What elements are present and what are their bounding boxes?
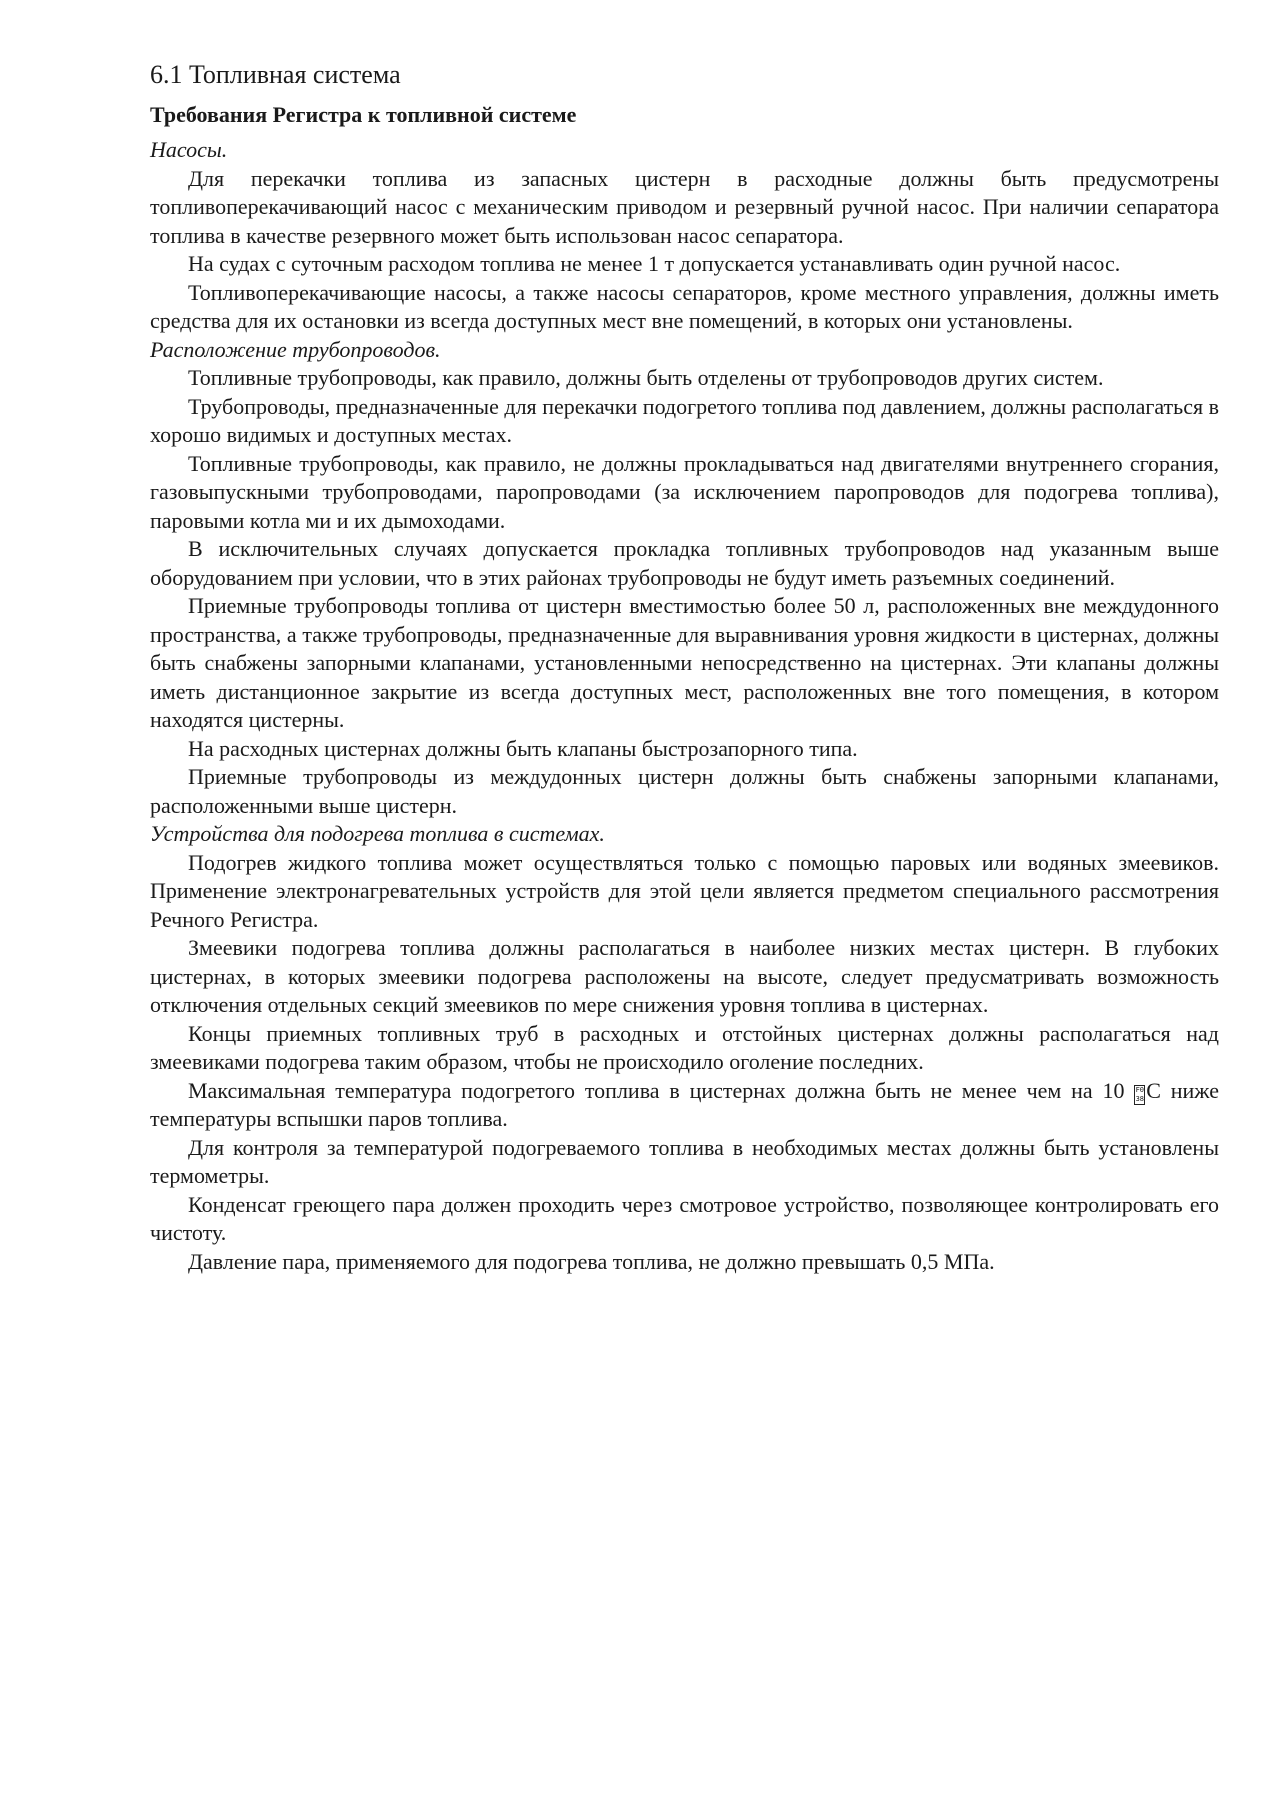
paragraph: Топливные трубопроводы, как правило, не должны прокладываться над двигателями внутреннего сгорания, газовыпускными трубопроводами, паропроводами (за исключением паропроводов для подогрева топлива), паровыми котла ми и их дымоходами. bbox=[150, 450, 1219, 533]
paragraph: На судах с суточным расходом топлива не менее 1 т допускается устанавливать один ручной насос. bbox=[188, 251, 1121, 276]
paragraph: Приемные трубопроводы из междудонных цистерн должны быть снабжены запорными клапанами, расположенными выше цистерн. bbox=[150, 764, 1219, 818]
temperature-text-after: С ниже температуры вспышки паров топлива. bbox=[150, 1077, 1219, 1131]
page-subtitle: Требования Регистра к топливной системе bbox=[150, 102, 577, 127]
paragraph: Топливные трубопроводы, как правило, должны быть отделены от трубопроводов других систем. bbox=[188, 365, 1104, 390]
paragraph: Трубопроводы, предназначенные для перекачки подогретого топлива под давлением, должны располагаться в хорошо видимых и доступных местах. bbox=[150, 393, 1219, 447]
paragraph: Приемные трубопроводы топлива от цистерн вместимостью более 50 л, расположенных вне междудонного пространства, а также трубопроводы, предназначенные для выравнивания уровня жидкости в цистернах, должны быть снабжены запорными клапанами, установленными непосредственно на цистернах. Эти клапаны должны иметь дистанционное закрытие из всегда доступных мест, расположенных вне того помещения, в котором находятся цистерны. bbox=[150, 593, 1219, 732]
paragraph: На расходных цистернах должны быть клапаны быстрозапорного типа. bbox=[188, 735, 858, 761]
missing-glyph-icon: F0 38 bbox=[1135, 1085, 1144, 1103]
section-heading-heating: Устройства для подогрева топлива в системах. bbox=[150, 821, 605, 846]
paragraph: Давление пара, применяемого для подогрева топлива, не должно превышать 0,5 МПа. bbox=[188, 1248, 995, 1274]
paragraph: Подогрев жидкого топлива может осуществляться только с помощью паровых или водяных змеевиков. Применение электронагревательных устройств для этой цели является предметом специального рассмотрения Речного Регистра. bbox=[150, 849, 1219, 932]
paragraph: Змеевики подогрева топлива должны располагаться в наиболее низких местах цистерн. В глубоких цистернах, в которых змеевики подогрева расположены на высоте, следует предусматривать возможность отключения отдельных секций змеевиков по мере снижения уровня топлива в цистернах. bbox=[150, 935, 1219, 1017]
paragraph: В исключительных случаях допускается прокладка топливных трубопроводов над указанным выше оборудованием при условии, что в этих районах трубопроводы не будут иметь разъемных соединений. bbox=[150, 536, 1219, 590]
paragraph: Топливоперекачивающие насосы, а также насосы сепараторов, кроме местного управления, должны иметь средства для их остановки из всегда доступных мест вне помещений, в которых они установлены. bbox=[150, 279, 1219, 333]
paragraph: Концы приемных топливных труб в расходных и отстойных цистернах должны располагаться над змеевиками подогрева таким образом, чтобы не происходило оголение последних. bbox=[150, 1020, 1219, 1074]
paragraph: Конденсат греющего пара должен проходить через смотровое устройство, позволяющее контролировать его чистоту. bbox=[150, 1191, 1219, 1245]
document-page bbox=[150, 56, 1219, 1276]
temperature-text-before: Максимальная температура подогретого топлива в цистернах должна быть не менее чем на 10 bbox=[188, 1077, 1135, 1103]
page-title: 6.1 Топливная система bbox=[150, 60, 401, 89]
section-heading-pumps: Насосы. bbox=[150, 137, 228, 162]
paragraph: Для перекачки топлива из запасных цистерн в расходные должны быть предусмотрены топливоперекачивающий насос с механическим приводом и резервный ручной насос. При наличии сепаратора топлива в качестве резервного может быть использован насос сепаратора. bbox=[150, 165, 1219, 248]
paragraph: Для контроля за температурой подогреваемого топлива в необходимых местах должны быть установлены термометры. bbox=[150, 1134, 1219, 1188]
paragraph-temperature bbox=[150, 1077, 1219, 1134]
section-heading-pipelines: Расположение трубопроводов. bbox=[150, 336, 441, 362]
